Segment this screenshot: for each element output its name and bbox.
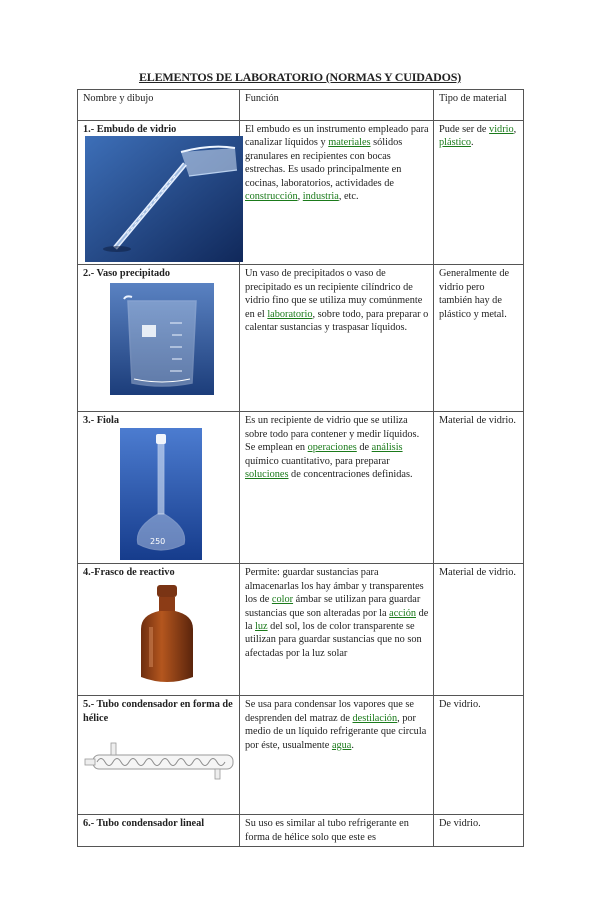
- material-cell: [434, 121, 524, 265]
- function-cell: [240, 696, 434, 815]
- material-text: [439, 268, 509, 319]
- text-link[interactable]: análisis: [371, 442, 403, 454]
- item-name: 1.- Embudo de vidrio: [83, 124, 177, 135]
- text-link[interactable]: construcción: [245, 191, 298, 203]
- table-row: [78, 815, 524, 847]
- function-text: [245, 699, 426, 750]
- item-name: 6.- Tubo condensador lineal: [83, 818, 205, 830]
- text-segment: Es un recipiente de vidrio que se utiliza sobre todo para contener y medir líquidos. Se emplean en: [245, 415, 420, 454]
- material-cell: [434, 564, 524, 696]
- table-row: [78, 696, 524, 815]
- material-text: [439, 818, 481, 829]
- text-segment: Se usa para condensar los vapores que se desprenden del matraz de: [245, 699, 414, 724]
- text-link[interactable]: vidrio: [489, 124, 514, 135]
- funnel-image: [85, 136, 243, 262]
- text-segment: Material de vidrio.: [439, 567, 516, 579]
- text-segment: , etc.: [338, 191, 359, 203]
- material-text: [439, 699, 481, 710]
- material-cell: [434, 815, 524, 847]
- text-segment: del sol, los de color transparente se utilizan para guardar sustancias que no son afectadas por la luz solar: [245, 621, 422, 659]
- text-link[interactable]: acción: [389, 607, 416, 619]
- text-segment: De vidrio.: [439, 699, 481, 711]
- table-row: [78, 412, 524, 564]
- function-cell: [240, 121, 434, 265]
- function-cell: [240, 564, 434, 696]
- text-segment: Permite: guardar sustancias para almacenarlas los hay ámbar y transparentes los de: [245, 567, 424, 606]
- text-segment: Un vaso de precipitados o vaso de precipitado es un recipiente cilíndrico de vidrio fino que se utiliza muy comúnmente en el: [245, 268, 423, 320]
- material-cell: [434, 412, 524, 564]
- text-segment: .: [471, 137, 474, 149]
- name-cell: [78, 412, 240, 564]
- header-name: Nombre y dibujo: [78, 90, 240, 121]
- text-link[interactable]: agua: [331, 739, 352, 751]
- function-text: [245, 818, 409, 842]
- text-link[interactable]: soluciones: [245, 469, 289, 481]
- text-segment: ámbar se utilizan para guardar sustancias que son alteradas por la: [245, 594, 421, 619]
- text-segment: Generalmente de vidrio pero también hay de plástico y metal.: [439, 268, 510, 320]
- text-segment: sólidos granulares en recipientes con bocas estrechas. Es usado principalmente en cocinas, laboratorios, actividades de: [245, 137, 403, 189]
- name-cell: [78, 564, 240, 696]
- text-segment: ,: [513, 124, 517, 135]
- svg-text:250: 250: [150, 536, 166, 546]
- name-cell: [78, 815, 240, 847]
- header-function: Función: [240, 90, 434, 121]
- text-segment: De vidrio.: [439, 818, 481, 830]
- item-name: 3.- Fiola: [83, 415, 120, 427]
- text-segment: .: [351, 739, 354, 751]
- item-name: 2.- Vaso precipitado: [83, 268, 171, 280]
- header-material: Tipo de material: [434, 90, 524, 121]
- function-cell: [240, 265, 434, 412]
- table-row: [78, 121, 524, 265]
- text-segment: Su uso es similar al tubo refrigerante en forma de hélice solo que este es: [245, 818, 409, 843]
- text-link[interactable]: laboratorio: [267, 308, 313, 320]
- beaker-image: [110, 283, 214, 395]
- table-row: [78, 265, 524, 412]
- item-name: 4.-Frasco de reactivo: [83, 567, 175, 579]
- function-text: [245, 124, 429, 202]
- text-link[interactable]: plástico: [439, 137, 472, 149]
- name-cell: [78, 121, 240, 265]
- reagent-bottle-image: [135, 583, 199, 687]
- text-segment: Pude ser de: [439, 124, 490, 135]
- text-link[interactable]: materiales: [328, 137, 371, 149]
- material-cell: [434, 696, 524, 815]
- name-cell: [78, 265, 240, 412]
- text-segment: El embudo es un instrumento empleado para canalizar líquidos y: [245, 124, 429, 149]
- text-link[interactable]: operaciones: [307, 442, 357, 454]
- text-link[interactable]: industria: [302, 191, 339, 203]
- material-text: [439, 124, 516, 148]
- material-cell: [434, 265, 524, 412]
- volumetric-flask-image: [120, 428, 202, 560]
- text-segment: Material de vidrio.: [439, 415, 516, 427]
- text-segment: de la: [245, 607, 429, 633]
- table-header-row: [78, 90, 524, 121]
- item-name: 5.- Tubo condensador en forma de hélice: [83, 699, 233, 724]
- helix-condenser-image: [83, 735, 239, 783]
- text-link[interactable]: luz: [255, 621, 268, 633]
- text-segment: , sobre todo, para preparar o calentar sustancias y traspasar líquidos.: [245, 308, 429, 334]
- material-text: [439, 415, 516, 426]
- name-cell: [78, 696, 240, 815]
- text-segment: ,: [297, 191, 303, 203]
- text-link[interactable]: color: [271, 594, 294, 606]
- page-title: ELEMENTOS DE LABORATORIO (NORMAS Y CUIDADOS): [138, 70, 462, 84]
- text-link[interactable]: destilación: [352, 712, 398, 724]
- function-cell: [240, 412, 434, 564]
- function-cell: [240, 815, 434, 847]
- text-segment: de concentraciones definidas.: [288, 469, 413, 481]
- lab-elements-table: [77, 89, 524, 847]
- text-segment: de: [356, 442, 372, 454]
- function-text: [245, 567, 428, 658]
- material-text: [439, 567, 516, 578]
- text-segment: químico cuantitativo, para preparar: [245, 455, 390, 467]
- table-row: [78, 564, 524, 696]
- text-segment: , por medio de un líquido refrigerante que circula por éste, usualmente: [245, 712, 427, 751]
- function-text: [245, 268, 428, 333]
- function-text: [245, 415, 419, 480]
